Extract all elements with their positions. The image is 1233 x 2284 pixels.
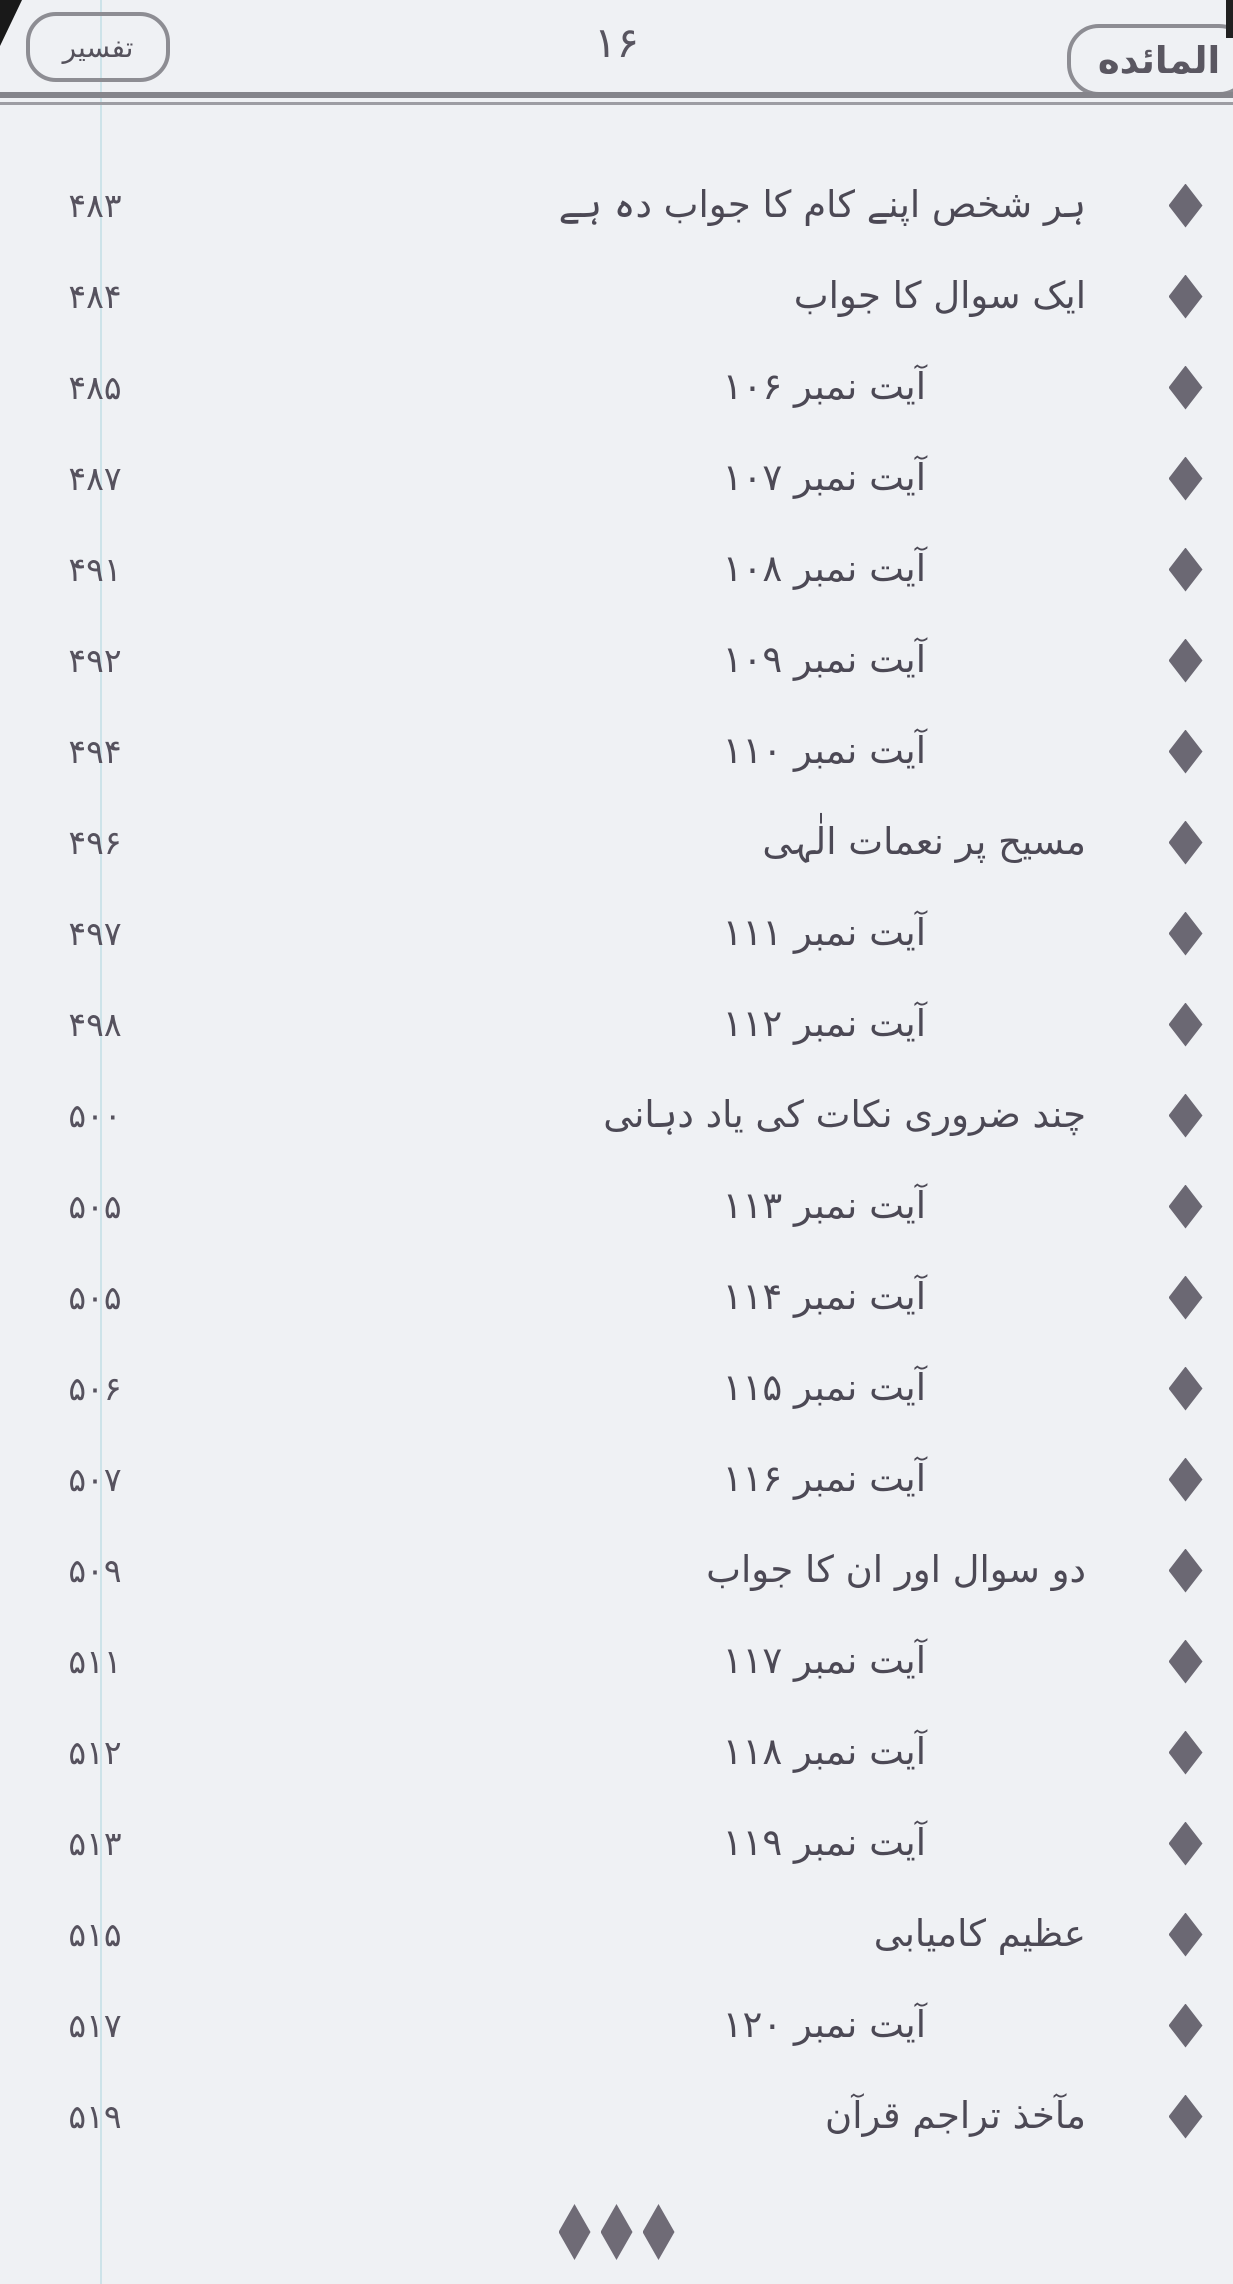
diamond-shape bbox=[1169, 2004, 1203, 2048]
diamond-bullet-icon bbox=[1138, 548, 1233, 592]
page-number: ۱۶ bbox=[593, 18, 640, 67]
diamond-bullet-icon bbox=[1138, 821, 1233, 865]
scan-artifact-corner-right bbox=[1226, 0, 1233, 38]
diamond-shape bbox=[1169, 366, 1203, 410]
entry-title: ایک سوال کا جواب bbox=[793, 274, 1086, 318]
diamond-shape bbox=[1169, 1913, 1203, 1957]
diamond-bullet-icon bbox=[1138, 1367, 1233, 1411]
toc-entry bbox=[0, 160, 1233, 251]
entry-title: دو سوال اور ان کا جواب bbox=[706, 1548, 1086, 1592]
diamond-bullet-icon bbox=[1138, 2004, 1233, 2048]
entry-page-number: ۵۰۶ bbox=[68, 1369, 122, 1408]
entry-title: آیت نمبر ۱۱۲ bbox=[722, 1002, 926, 1046]
toc-entry bbox=[0, 251, 1233, 342]
entry-page-number: ۴۹۷ bbox=[68, 914, 122, 953]
diamond-shape bbox=[1169, 912, 1203, 956]
entry-page-number: ۵۰۷ bbox=[68, 1460, 122, 1499]
diamond-bullet-icon bbox=[1138, 912, 1233, 956]
toc-entry bbox=[0, 1070, 1233, 1161]
end-decoration bbox=[0, 2204, 1233, 2260]
entry-title: آیت نمبر ۱۱۶ bbox=[722, 1457, 926, 1501]
diamond-shape bbox=[1169, 1549, 1203, 1593]
entry-title: مآخذ تراجم قرآن bbox=[825, 2094, 1086, 2138]
diamond-shape bbox=[1169, 457, 1203, 501]
end-diamond-icon bbox=[601, 2204, 633, 2260]
entry-title: عظیم کامیابی bbox=[873, 1912, 1086, 1956]
entry-page-number: ۵۱۹ bbox=[68, 2097, 122, 2136]
toc-entry bbox=[0, 524, 1233, 615]
entry-page-number: ۴۸۳ bbox=[68, 186, 122, 225]
toc-entry bbox=[0, 1707, 1233, 1798]
toc-entry bbox=[0, 1252, 1233, 1343]
diamond-bullet-icon bbox=[1138, 1822, 1233, 1866]
diamond-bullet-icon bbox=[1138, 184, 1233, 228]
toc-entry bbox=[0, 342, 1233, 433]
tafsir-badge bbox=[26, 12, 170, 82]
entry-page-number: ۵۱۱ bbox=[68, 1642, 122, 1681]
entry-title: آیت نمبر ۱۱۰ bbox=[722, 729, 926, 773]
entry-page-number: ۴۹۱ bbox=[68, 550, 122, 589]
diamond-shape bbox=[1169, 1276, 1203, 1320]
diamond-bullet-icon bbox=[1138, 1185, 1233, 1229]
diamond-bullet-icon bbox=[1138, 1731, 1233, 1775]
diamond-shape bbox=[1169, 1822, 1203, 1866]
entry-title: آیت نمبر ۱۱۹ bbox=[722, 1821, 926, 1865]
diamond-shape bbox=[1169, 1094, 1203, 1138]
entry-page-number: ۴۸۷ bbox=[68, 459, 122, 498]
entry-page-number: ۵۰۵ bbox=[68, 1187, 122, 1226]
diamond-shape bbox=[1169, 184, 1203, 228]
toc-entry bbox=[0, 706, 1233, 797]
diamond-bullet-icon bbox=[1138, 366, 1233, 410]
toc-entry bbox=[0, 797, 1233, 888]
diamond-bullet-icon bbox=[1138, 1913, 1233, 1957]
diamond-bullet-icon bbox=[1138, 457, 1233, 501]
entry-title: ہر شخص اپنے کام کا جواب دہ ہے bbox=[558, 183, 1086, 227]
header-divider bbox=[0, 92, 1233, 105]
diamond-bullet-icon bbox=[1138, 730, 1233, 774]
entry-page-number: ۵۱۳ bbox=[68, 1824, 122, 1863]
entry-page-number: ۵۰۵ bbox=[68, 1278, 122, 1317]
diamond-bullet-icon bbox=[1138, 275, 1233, 319]
divider-thin-line bbox=[0, 102, 1233, 105]
diamond-shape bbox=[1169, 1458, 1203, 1502]
diamond-bullet-icon bbox=[1138, 1276, 1233, 1320]
toc-entry bbox=[0, 1980, 1233, 2071]
toc-entry bbox=[0, 888, 1233, 979]
entry-title: آیت نمبر ۱۰۷ bbox=[722, 456, 926, 500]
diamond-shape bbox=[1169, 1185, 1203, 1229]
end-diamond-icon bbox=[643, 2204, 675, 2260]
surah-name-label: المائده bbox=[1097, 38, 1221, 82]
diamond-shape bbox=[1169, 1731, 1203, 1775]
entry-title: آیت نمبر ۱۱۱ bbox=[722, 911, 926, 955]
entry-title: آیت نمبر ۱۱۷ bbox=[722, 1639, 926, 1683]
diamond-shape bbox=[1169, 1367, 1203, 1411]
toc-entry bbox=[0, 1889, 1233, 1980]
entry-page-number: ۴۹۲ bbox=[68, 641, 122, 680]
toc-entry bbox=[0, 1161, 1233, 1252]
entry-title: آیت نمبر ۱۱۸ bbox=[722, 1730, 926, 1774]
entry-page-number: ۴۹۶ bbox=[68, 823, 122, 862]
toc-entry bbox=[0, 1798, 1233, 1889]
diamond-shape bbox=[1169, 2095, 1203, 2139]
entry-page-number: ۵۰۹ bbox=[68, 1551, 122, 1590]
diamond-bullet-icon bbox=[1138, 1458, 1233, 1502]
entry-page-number: ۴۸۵ bbox=[68, 368, 122, 407]
toc-list bbox=[0, 160, 1233, 2162]
entry-page-number: ۵۱۷ bbox=[68, 2006, 122, 2045]
diamond-bullet-icon bbox=[1138, 2095, 1233, 2139]
diamond-bullet-icon bbox=[1138, 1003, 1233, 1047]
diamond-shape bbox=[1169, 1003, 1203, 1047]
toc-entry bbox=[0, 1525, 1233, 1616]
diamond-bullet-icon bbox=[1138, 1549, 1233, 1593]
entry-page-number: ۵۱۵ bbox=[68, 1915, 122, 1954]
entry-title: آیت نمبر ۱۰۶ bbox=[722, 365, 926, 409]
entry-page-number: ۴۹۸ bbox=[68, 1005, 122, 1044]
entry-title: چند ضروری نکات کی یاد دہانی bbox=[603, 1093, 1086, 1137]
page-header bbox=[0, 0, 1233, 92]
diamond-bullet-icon bbox=[1138, 1094, 1233, 1138]
entry-page-number: ۴۸۴ bbox=[68, 277, 122, 316]
toc-entry bbox=[0, 979, 1233, 1070]
scan-artifact-corner-left bbox=[0, 0, 22, 46]
toc-entry bbox=[0, 1616, 1233, 1707]
diamond-shape bbox=[1169, 730, 1203, 774]
toc-entry bbox=[0, 615, 1233, 706]
entry-title: آیت نمبر ۱۱۴ bbox=[722, 1275, 926, 1319]
entry-title: آیت نمبر ۱۰۹ bbox=[722, 638, 926, 682]
toc-entry bbox=[0, 433, 1233, 524]
diamond-shape bbox=[1169, 548, 1203, 592]
diamond-bullet-icon bbox=[1138, 1640, 1233, 1684]
entry-title: آیت نمبر ۱۱۵ bbox=[722, 1366, 926, 1410]
entry-title: آیت نمبر ۱۱۳ bbox=[722, 1184, 926, 1228]
toc-entry bbox=[0, 1434, 1233, 1525]
entry-title: آیت نمبر ۱۲۰ bbox=[722, 2003, 926, 2047]
tafsir-label: تفسير bbox=[62, 30, 134, 64]
entry-title: آیت نمبر ۱۰۸ bbox=[722, 547, 926, 591]
diamond-shape bbox=[1169, 275, 1203, 319]
entry-page-number: ۵۰۰ bbox=[68, 1096, 122, 1135]
diamond-bullet-icon bbox=[1138, 639, 1233, 683]
diamond-shape bbox=[1169, 821, 1203, 865]
entry-page-number: ۵۱۲ bbox=[68, 1733, 122, 1772]
toc-entry bbox=[0, 1343, 1233, 1434]
toc-entry bbox=[0, 2071, 1233, 2162]
entry-page-number: ۴۹۴ bbox=[68, 732, 122, 771]
diamond-shape bbox=[1169, 1640, 1203, 1684]
entry-title: مسیح پر نعمات الٰہی bbox=[762, 820, 1086, 864]
diamond-shape bbox=[1169, 639, 1203, 683]
end-diamond-icon bbox=[559, 2204, 591, 2260]
